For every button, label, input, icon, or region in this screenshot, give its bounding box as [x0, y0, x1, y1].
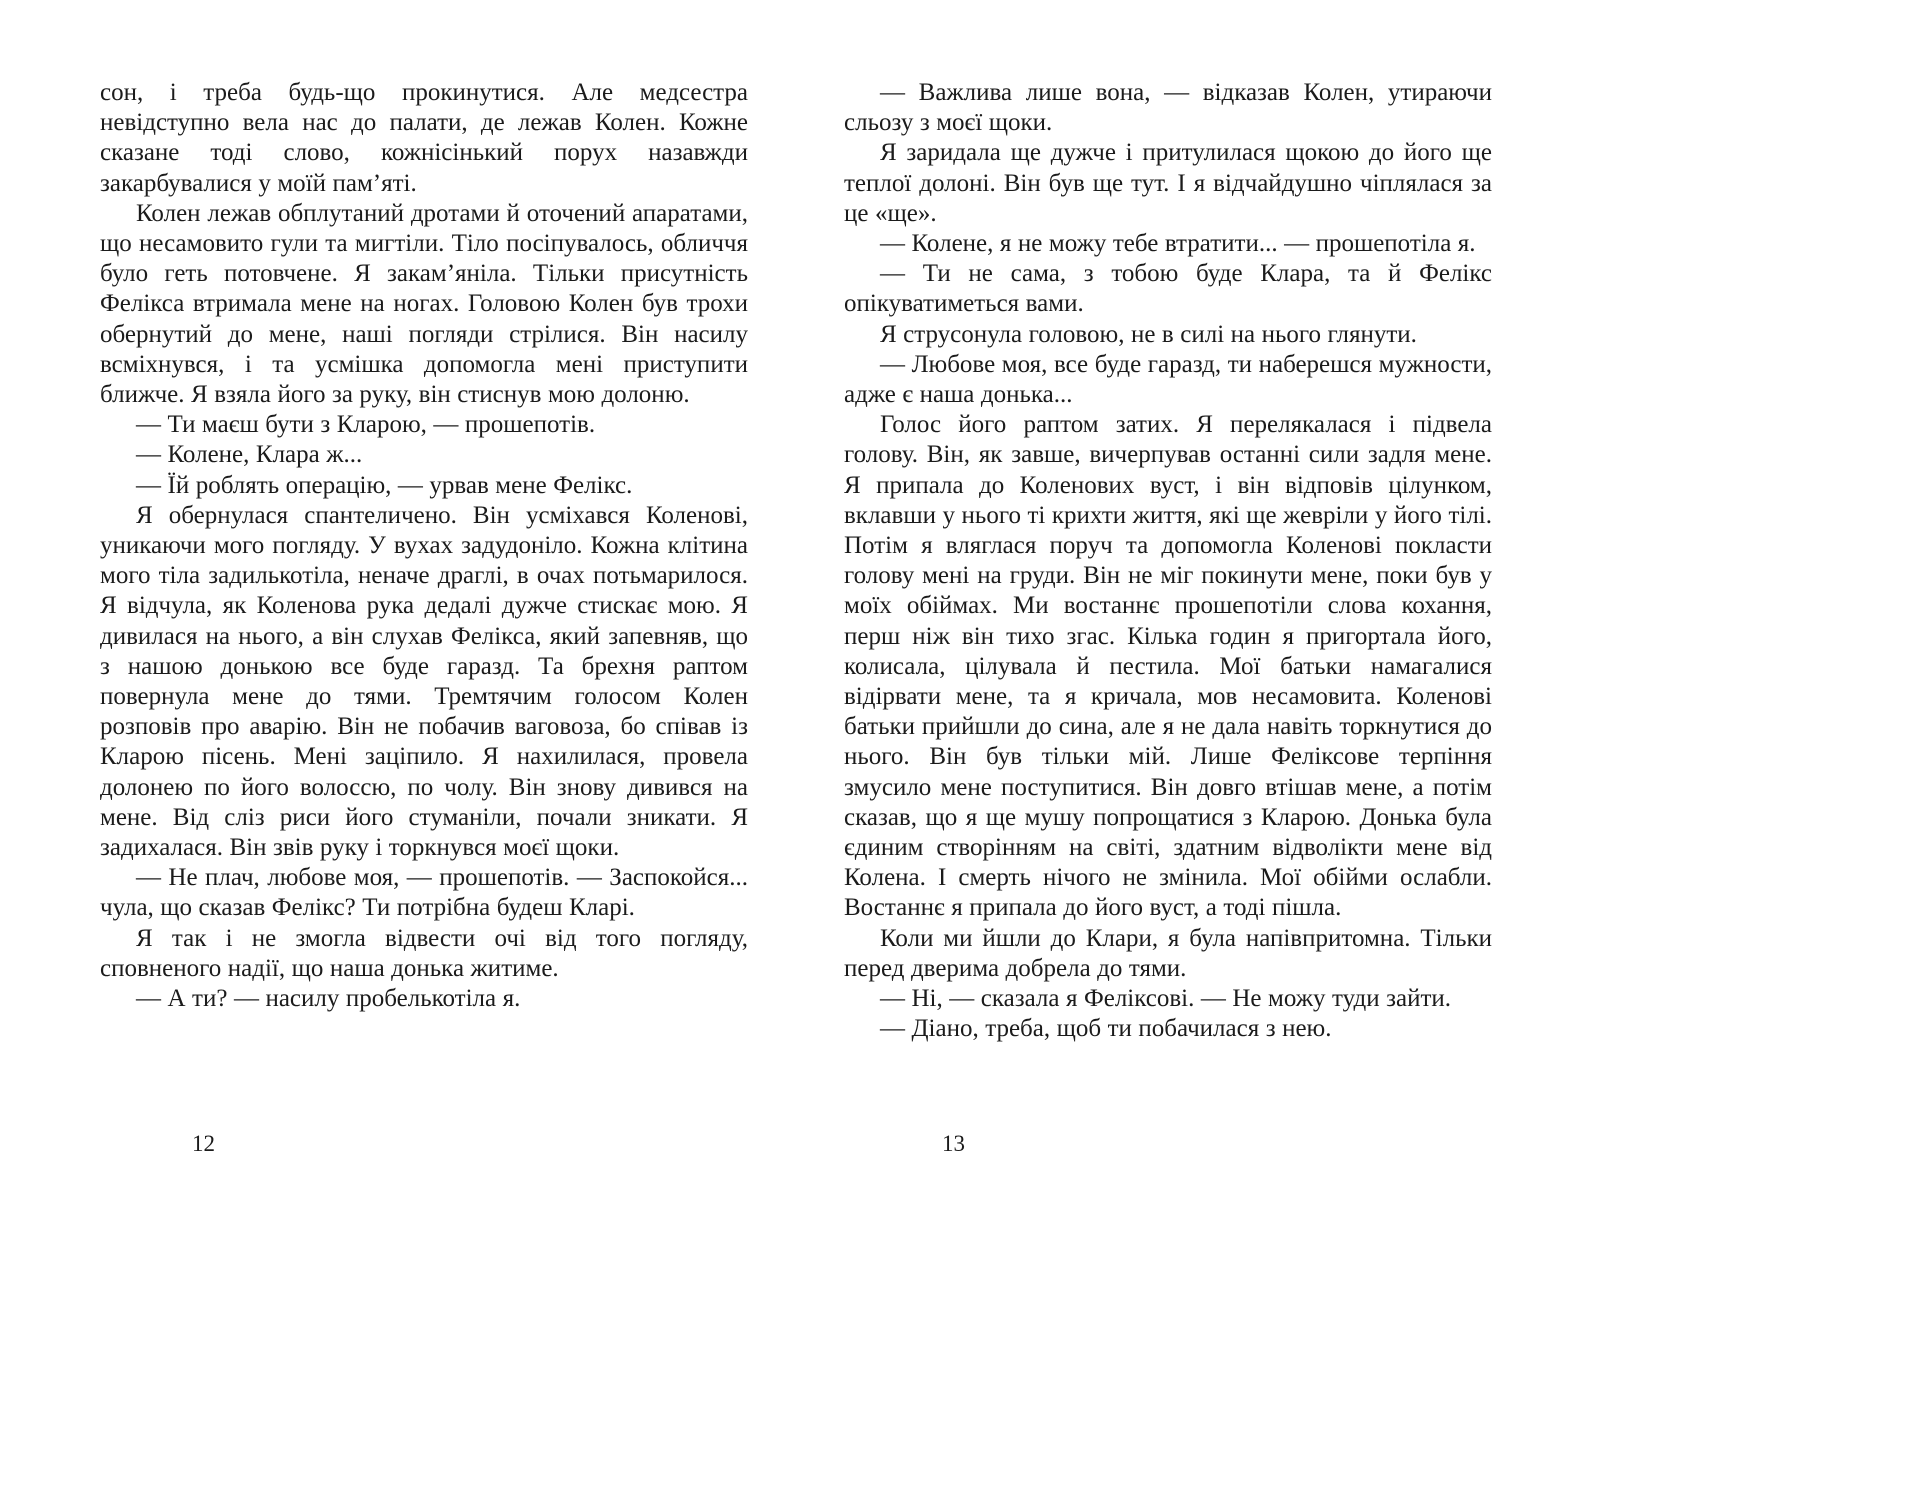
paragraph: сон, і треба будь-що прокинутися. Але медсестра невідступно вела нас до палати, де лежав Колен. Кожне сказане тоді слово, кожнісінький порух назавжди закарбувалися у моїй пам’яті. — [100, 79, 748, 197]
dialogue-paragraph: — Ти не сама, з тобою буде Клара, та й Фелікс опікуватиметься вами. — [844, 260, 1492, 318]
paragraph: Колен лежав обплутаний дротами й оточений апаратами, що несамовито гули та мигтіли. Тіло посіпувалось, обличчя було геть потовчене. Я закам’яніла. Тільки присутність Фелікса втримала мене на ногах. Головою Колен був трохи обернутий до мене, наші погляди стрілися. Він насилу всміхнувся, і та усмішка допомогла мені приступити ближче. Я взяла його за руку, він стиснув мою долоню. — [100, 199, 748, 409]
page-number-right: 13 — [942, 1131, 965, 1156]
paragraph: Я струсонула головою, не в силі на нього глянути. — [880, 320, 1417, 348]
page-right-text-block — [844, 78, 1492, 1045]
page-number-left: 12 — [192, 1131, 215, 1156]
dialogue-paragraph: — Колене, Клара ж... — [136, 441, 363, 469]
dialogue-paragraph: — Ні, — сказала я Феліксові. — Не можу туди зайти. — [880, 985, 1452, 1013]
paragraph: Коли ми йшли до Клари, я була напівпритомна. Тільки перед дверима добрела до тями. — [844, 924, 1492, 982]
dialogue-paragraph: — Не плач, любове моя, — прошепотів. — Заспокойся... чула, що сказав Фелікс? Ти потрібна будеш Кларі. — [100, 864, 748, 922]
dialogue-paragraph: — Їй роблять операцію, — урвав мене Фелікс. — [136, 471, 633, 499]
page-left-text-block — [100, 78, 748, 1014]
dialogue-paragraph: — А ти? — насилу пробелькотіла я. — [136, 985, 521, 1013]
dialogue-paragraph: — Діано, треба, щоб ти побачилася з нею. — [880, 1015, 1332, 1043]
paragraph: Я так і не змогла відвести очі від того погляду, сповненого надії, що наша донька житиме. — [100, 924, 748, 982]
dialogue-paragraph: — Важлива лише вона, — відказав Колен, утираючи сльозу з моєї щоки. — [844, 79, 1492, 137]
dialogue-paragraph: — Любове моя, все буде гаразд, ти наберешся мужности, адже є наша донька... — [844, 350, 1492, 409]
paragraph: Голос його раптом затих. Я перелякалася і підвела голову. Він, як завше, вичерпував останні сили задля мене. Я припала до Коленових вуст, і він відповів цілунком, вклавши у нього ті крихти життя, які ще жевріли у його тілі. Потім я вляглася поруч та допомогла Коленові покласти голову мені на груди. Він не міг покинути мене, поки був у моїх обіймах. Ми востаннє прошепотіли слова кохання, перш ніж він тихо згас. Кілька годин я пригортала його, колисала, цілувала й пестила. Мої батьки намагалися відірвати мене, та я кричала, мов несамовита. Коленові батьки прийшли до сина, але я не дала навіть торкнутися до нього. Він був тільки мій. Лише Феліксове терпіння змусило мене поступитися. Він довго втішав мене, а потім сказав, що я ще мушу попрощатися з Кларою. Донька була єдиним створінням на світі, здатним відволікти мене від Колена. І смерть нічого не змінила. Мої обійми ослабли. Востаннє я припала до його вуст, а тоді пішла. — [844, 411, 1492, 922]
paragraph: Я обернулася спантеличено. Він усміхався Коленові, уникаючи мого погляду. У вухах задудоніло. Кожна клітина мого тіла задилькотіла, неначе драглі, в очах потьмарилося. Я відчула, як Коленова рука дедалі дужче стискає мою. Я дивилася на нього, а він слухав Фелікса, який запевняв, що з нашою донькою все буде гаразд. Та брехня раптом повернула мене до тями. Тремтячим голосом Колен розповів про аварію. Він не побачив ваговоза, бо співав із Кларою пісень. Мені заціпило. Я нахилилася, провела долонею по його волоссю, по чолу. Він знову дивився на мене. Від сліз риси його стуманіли, почали зникати. Я задихалася. Він звів руку і торкнувся моєї щоки. — [100, 501, 748, 862]
dialogue-paragraph: — Ти маєш бути з Кларою, — прошепотів. — [136, 411, 596, 439]
paragraph: Я заридала ще дужче і притулилася щокою до його ще теплої долоні. Він був ще тут. І я відчайдушно чіплялася за це «ще». — [844, 139, 1492, 227]
dialogue-paragraph: — Колене, я не можу тебе втратити... — прошепотіла я. — [880, 230, 1476, 258]
